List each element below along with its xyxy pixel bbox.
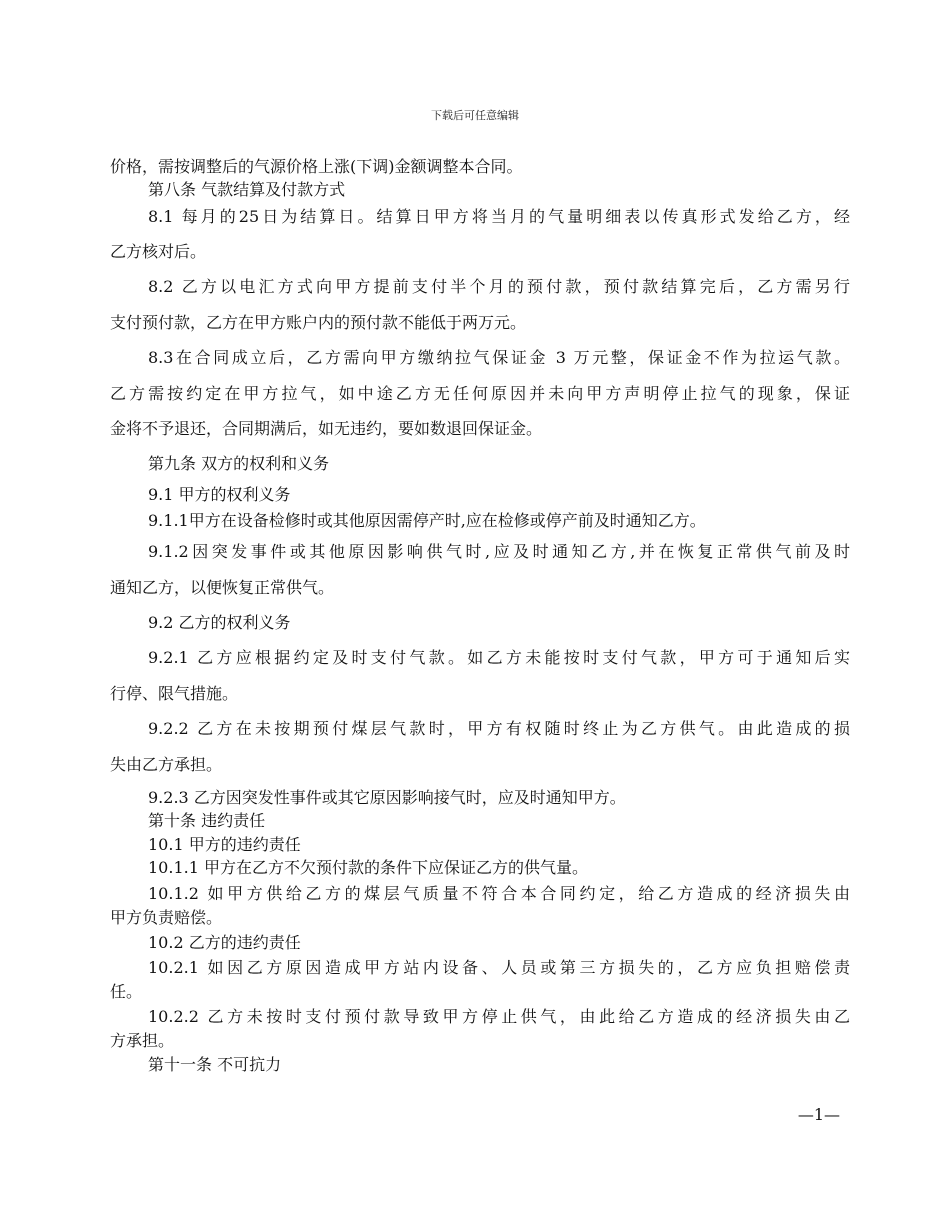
text-line: 金将不予退还，合同期满后，如无违约，要如数退回保证金。 (110, 419, 543, 438)
article-heading: 第十一条 不可抗力 (148, 1055, 282, 1074)
text-line: 10.1 甲方的违约责任 (148, 835, 301, 854)
page-number: —1— (797, 1105, 840, 1124)
text-line: 价格，需按调整后的气源价格上涨(下调)金额调整本合同。 (110, 157, 523, 176)
text-line: 9.1.1甲方在设备检修时或其他原因需停产时,应在检修或停产前及时通知乙方。 (148, 511, 706, 530)
text-line: 乙方需按约定在甲方拉气，如中途乙方无任何原因并未向甲方声明停止拉气的现象，保证 (110, 384, 850, 403)
text-line: 行停、限气措施。 (110, 684, 239, 703)
text-line: 10.2 乙方的违约责任 (148, 933, 301, 952)
text-line: 通知乙方，以便恢复正常供气。 (110, 578, 335, 597)
text-line: 支付预付款，乙方在甲方账户内的预付款不能低于两万元。 (110, 313, 527, 332)
text-line: 方承担。 (110, 1031, 175, 1050)
text-line: 10.1.1 甲方在乙方不欠预付款的条件下应保证乙方的供气量。 (148, 858, 588, 877)
text-line: 9.1.2因突发事件或其他原因影响供气时,应及时通知乙方,并在恢复正常供气前及时 (148, 542, 850, 561)
article-heading: 第八条 气款结算及付款方式 (148, 180, 346, 199)
text-line: 8.2 乙方以电汇方式向甲方提前支付半个月的预付款，预付款结算完后，乙方需另行 (148, 277, 850, 296)
text-line: 10.2.2 乙方未按时支付预付款导致甲方停止供气，由此给乙方造成的经济损失由乙 (148, 1007, 850, 1026)
text-line: 10.1.2 如甲方供给乙方的煤层气质量不符合本合同约定，给乙方造成的经济损失由 (148, 884, 850, 903)
text-line: 9.2.3 乙方因突发性事件或其它原因影响接气时，应及时通知甲方。 (148, 788, 626, 807)
text-line: 失由乙方承担。 (110, 755, 223, 774)
text-line: 10.2.1 如因乙方原因造成甲方站内设备、人员或第三方损失的，乙方应负担赔偿责 (148, 958, 850, 977)
text-line: 9.2 乙方的权利义务 (148, 613, 291, 632)
text-line: 8.3在合同成立后，乙方需向甲方缴纳拉气保证金 3 万元整，保证金不作为拉运气款。 (148, 348, 850, 367)
text-line: 9.1 甲方的权利义务 (148, 485, 291, 504)
text-line: 9.2.1 乙方应根据约定及时支付气款。如乙方未能按时支付气款，甲方可于通知后实 (148, 648, 850, 667)
text-line: 乙方核对后。 (110, 242, 207, 261)
text-line: 9.2.2 乙方在未按期预付煤层气款时，甲方有权随时终止为乙方供气。由此造成的损 (148, 719, 850, 738)
article-heading: 第九条 双方的权利和义务 (148, 454, 330, 473)
text-line: 任。 (110, 982, 143, 1001)
page-header: 下载后可任意编辑 (431, 109, 519, 122)
text-line: 甲方负责赔偿。 (110, 908, 223, 927)
text-line: 8.1 每月的25日为结算日。结算日甲方将当月的气量明细表以传真形式发给乙方，经 (148, 207, 850, 226)
article-heading: 第十条 违约责任 (148, 811, 266, 830)
